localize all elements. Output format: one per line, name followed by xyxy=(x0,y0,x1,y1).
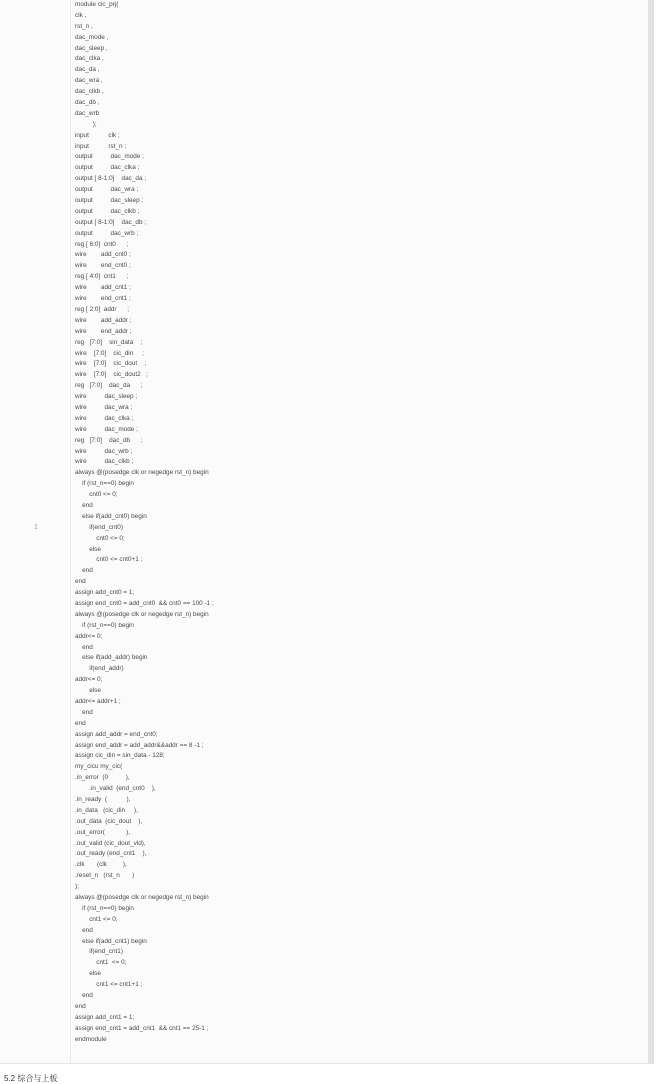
code-line: wire add_cnt1 ; xyxy=(75,284,131,292)
code-line: if(end_addr) xyxy=(75,665,124,673)
code-line: wire dac_clkb ; xyxy=(75,458,134,466)
code-line: output dac_mode ; xyxy=(75,153,144,161)
code-line: ); xyxy=(75,120,97,128)
code-line: wire add_cnt0 ; xyxy=(75,251,131,259)
code-line: else if(add_addr) begin xyxy=(75,654,148,662)
section-heading: 5.2 综合与上板 xyxy=(4,1074,58,1083)
code-line: dac_mode , xyxy=(75,33,109,41)
code-line: .reset_n (rst_n ) xyxy=(75,872,135,880)
vertical-scrollbar[interactable] xyxy=(648,0,654,1064)
code-line: rst_n , xyxy=(75,22,93,30)
code-line: endmodule xyxy=(75,1035,107,1043)
code-line: if (rst_n==0) begin xyxy=(75,621,134,629)
code-line: my_cicu my_cic( xyxy=(75,763,123,771)
code-line: .in_data (cic_din ), xyxy=(75,806,138,814)
code-line: cnt1 <= 0; xyxy=(75,915,118,923)
code-lines xyxy=(75,0,214,1046)
code-line: wire end_cnt0 ; xyxy=(75,262,131,270)
code-line: dac_wrb xyxy=(75,109,100,117)
code-line: wire [7:0] cic_din ; xyxy=(75,349,144,357)
code-line: else xyxy=(75,970,101,978)
code-line: dac_sleep , xyxy=(75,44,108,52)
line-number-gutter xyxy=(0,0,71,1063)
code-line: end xyxy=(75,578,86,586)
code-line: reg [7:0] dac_da ; xyxy=(75,382,143,390)
code-line: ); xyxy=(75,883,79,891)
code-line: reg [ 2:0] addr ; xyxy=(75,305,129,313)
code-line: wire [7:0] cic_dout2 ; xyxy=(75,371,148,379)
code-line: output dac_clkb ; xyxy=(75,207,140,215)
code-line: assign add_cnt1 = 1; xyxy=(75,1013,135,1021)
code-line: cnt0 <= 0; xyxy=(75,534,125,542)
code-line: dac_db , xyxy=(75,99,100,107)
code-line: .out_data (cic_dout ), xyxy=(75,817,143,825)
code-line: wire add_addr ; xyxy=(75,316,132,324)
code-line: reg [7:0] dac_db ; xyxy=(75,436,143,444)
code-line: assign cic_din = sin_data - 128; xyxy=(75,752,165,760)
code-line: output dac_wra ; xyxy=(75,186,139,194)
code-line: cnt0 <= cnt0+1 ; xyxy=(75,556,143,564)
code-line: wire dac_clka ; xyxy=(75,414,134,422)
code-line: addr<= 0; xyxy=(75,632,103,640)
code-line: end xyxy=(75,1002,86,1010)
code-line: if (rst_n==0) begin xyxy=(75,904,134,912)
code-line: .in_error (0 ), xyxy=(75,774,130,782)
code-line: output dac_wrb ; xyxy=(75,229,139,237)
code-line: clk , xyxy=(75,11,87,19)
code-line: .in_valid (end_cnt0 ), xyxy=(75,785,156,793)
code-line: always @(posedge clk or negedge rst_n) begin xyxy=(75,469,209,477)
code-line: assign end_cnt1 = add_cnt1 && cnt1 == 25-1 ; xyxy=(75,1024,209,1032)
code-line: cnt1 <= cnt1+1 ; xyxy=(75,981,143,989)
code-line: wire dac_wrb ; xyxy=(75,447,133,455)
code-line: .out_valid (cic_dout_vld), xyxy=(75,839,146,847)
code-line: dac_wra , xyxy=(75,77,103,85)
code-line: .out_ready (end_cnt1 ), xyxy=(75,850,147,858)
code-line: output [ 8-1:0] dac_da ; xyxy=(75,175,147,183)
code-line: cnt0 <= 0; xyxy=(75,491,118,499)
code-line: end xyxy=(75,501,93,509)
code-line: end xyxy=(75,719,86,727)
code-line: addr<= 0; xyxy=(75,676,103,684)
code-line: always @(posedge clk or negedge rst_n) begin xyxy=(75,610,209,618)
code-line: wire end_addr ; xyxy=(75,327,132,335)
code-line: always @(posedge clk or negedge rst_n) begin xyxy=(75,894,209,902)
code-line: module cic_prj( xyxy=(75,1,119,8)
code-line: reg [7:0] sin_data ; xyxy=(75,338,143,346)
code-line: end xyxy=(75,643,93,651)
code-line: else xyxy=(75,545,101,553)
code-line: wire dac_wra ; xyxy=(75,403,133,411)
code-line: wire dac_mode ; xyxy=(75,425,138,433)
code-line: end xyxy=(75,567,93,575)
code-line: else xyxy=(75,687,101,695)
code-line: else if(add_cnt1) begin xyxy=(75,937,147,945)
code-line: input clk ; xyxy=(75,131,120,139)
code-line: assign end_cnt0 = add_cnt0 && cnt0 == 100 -1 ; xyxy=(75,599,214,607)
code-line: .out_error( ), xyxy=(75,828,131,836)
code-line: end xyxy=(75,992,93,1000)
code-line: wire dac_sleep ; xyxy=(75,393,138,401)
code-line: if (rst_n==0) begin xyxy=(75,480,134,488)
code-line: .in_ready ( ), xyxy=(75,796,131,804)
code-line: end xyxy=(75,708,93,716)
code-line: if(end_cnt0) xyxy=(75,523,123,531)
code-line: assign add_addr = end_cnt0; xyxy=(75,730,158,738)
code-line: end xyxy=(75,926,93,934)
code-line: assign end_addr = add_addr&&addr == 8 -1 ; xyxy=(75,741,204,749)
code-line: output dac_clka ; xyxy=(75,164,140,172)
code-line: input rst_n ; xyxy=(75,142,127,150)
code-line: wire end_cnt1 ; xyxy=(75,295,131,303)
code-line: output [ 8-1:0] dac_db ; xyxy=(75,218,147,226)
code-line: .clk (clk ), xyxy=(75,861,127,869)
code-line: dac_clkb , xyxy=(75,88,104,96)
code-line: output dac_sleep ; xyxy=(75,197,144,205)
code-line: assign add_cnt0 = 1; xyxy=(75,589,135,597)
code-line: if(end_cnt1) xyxy=(75,948,123,956)
code-line: else if(add_cnt0) begin xyxy=(75,512,147,520)
code-line: wire [7:0] cic_dout ; xyxy=(75,360,147,368)
code-line: addr<= addr+1 ; xyxy=(75,698,121,705)
line-number: 1 xyxy=(34,524,38,531)
code-line: reg [ 4:0] cnt1 ; xyxy=(75,273,129,281)
code-line: cnt1 <= 0; xyxy=(75,959,127,967)
code-line: dac_da , xyxy=(75,66,100,74)
code-line: reg [ 6:0] cnt0 ; xyxy=(75,240,129,248)
code-line: dac_clka , xyxy=(75,55,104,63)
